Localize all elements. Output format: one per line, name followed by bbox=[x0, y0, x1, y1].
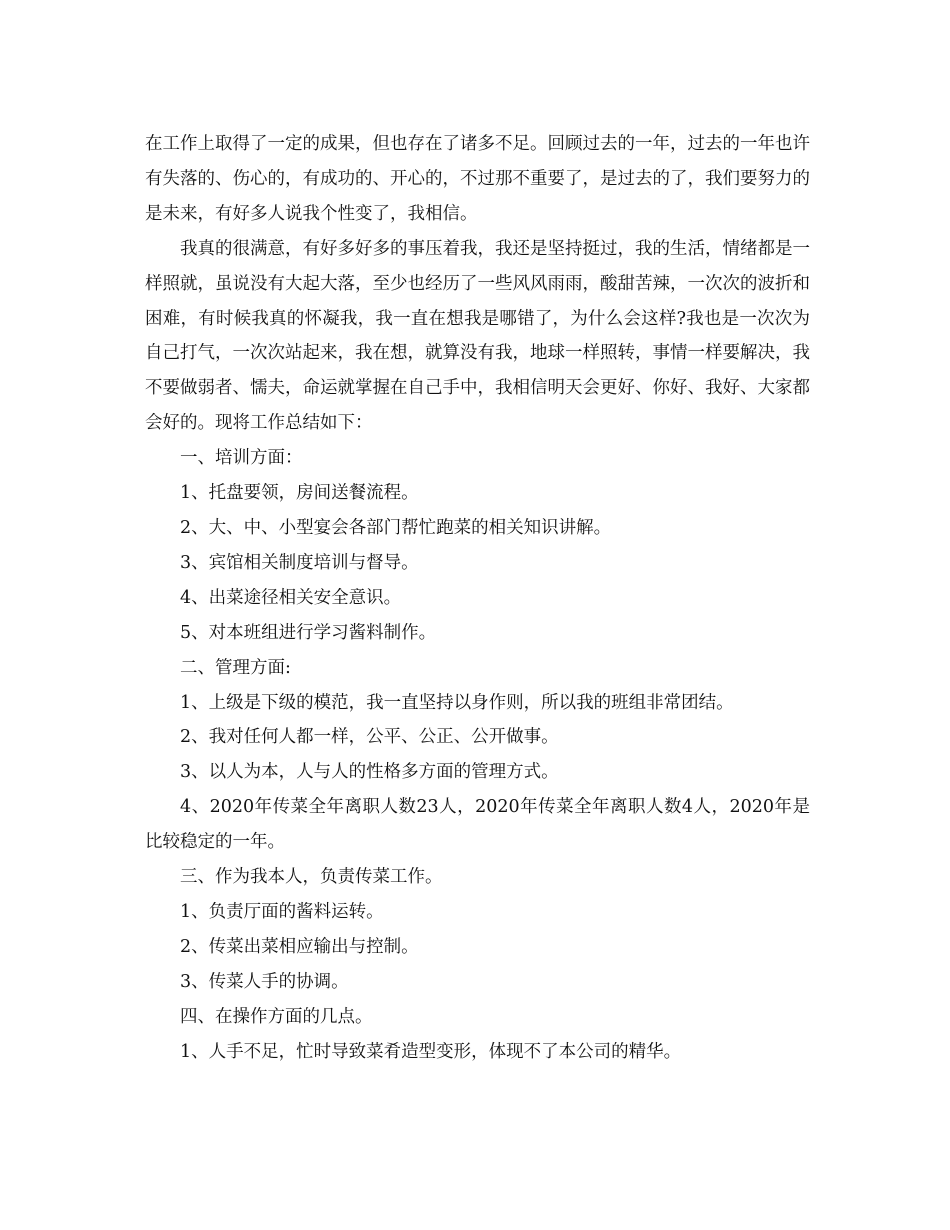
list-item: 3、传菜人手的协调。 bbox=[180, 971, 349, 992]
paragraph-continuation: 在工作上取得了一定的成果，但也存在了诸多不足。回顾过去的一年，过去的一年也许有失落的、伤心的，有成功的、开心的，不过那不重要了，是过去的了，我们要努力的是未来，有好多人说我个性变了，我相信。 bbox=[145, 134, 810, 224]
list-item: 5、对本班组进行学习酱料制作。 bbox=[180, 622, 437, 643]
section-heading-training: 一、培训方面： bbox=[180, 448, 303, 469]
list-item: 1、托盘要领，房间送餐流程。 bbox=[180, 483, 419, 504]
list-item: 1、人手不足，忙时导致菜肴造型变形，体现不了本公司的精华。 bbox=[180, 1041, 682, 1062]
list-item: 1、上级是下级的模范，我一直坚持以身作则，所以我的班组非常团结。 bbox=[180, 692, 734, 713]
list-item: 2、我对任何人都一样，公平、公正、公开做事。 bbox=[180, 727, 559, 748]
list-item: 1、负责厅面的酱料运转。 bbox=[180, 901, 384, 922]
list-item: 4、出菜途径相关安全意识。 bbox=[180, 587, 402, 608]
document-page bbox=[145, 127, 810, 1069]
section-heading-personal: 三、作为我本人，负责传菜工作。 bbox=[180, 867, 443, 888]
list-item: 2、大、中、小型宴会各部门帮忙跑菜的相关知识讲解。 bbox=[180, 517, 612, 538]
paragraph-reflection: 我真的很满意，有好多好多的事压着我，我还是坚持挺过，我的生活，情绪都是一样照就，虽说没有大起大落，至少也经历了一些风风雨雨，酸甜苦辣，一次次的波折和困难，有时候我真的怀凝我，我一直在想我是哪错了，为什么会这样?我也是一次次为自己打气，一次次站起来，我在想，就算没有我，地球一样照转，事情一样要解决，我不要做弱者、懦夫，命运就掌握在自己手中，我相信明天会更好、你好、我好、大家都会好的。现将工作总结如下： bbox=[145, 238, 810, 434]
list-item: 3、以人为本，人与人的性格多方面的管理方式。 bbox=[180, 762, 559, 783]
list-item: 3、宾馆相关制度培训与督导。 bbox=[180, 552, 419, 573]
list-item: 4、2020年传菜全年离职人数23人，2020年传菜全年离职人数4人，2020年是比较稳定的一年。 bbox=[145, 797, 810, 853]
section-heading-operations: 四、在操作方面的几点。 bbox=[180, 1006, 373, 1027]
list-item: 2、传菜出菜相应输出与控制。 bbox=[180, 936, 419, 957]
section-heading-management: 二、管理方面: bbox=[180, 657, 291, 678]
